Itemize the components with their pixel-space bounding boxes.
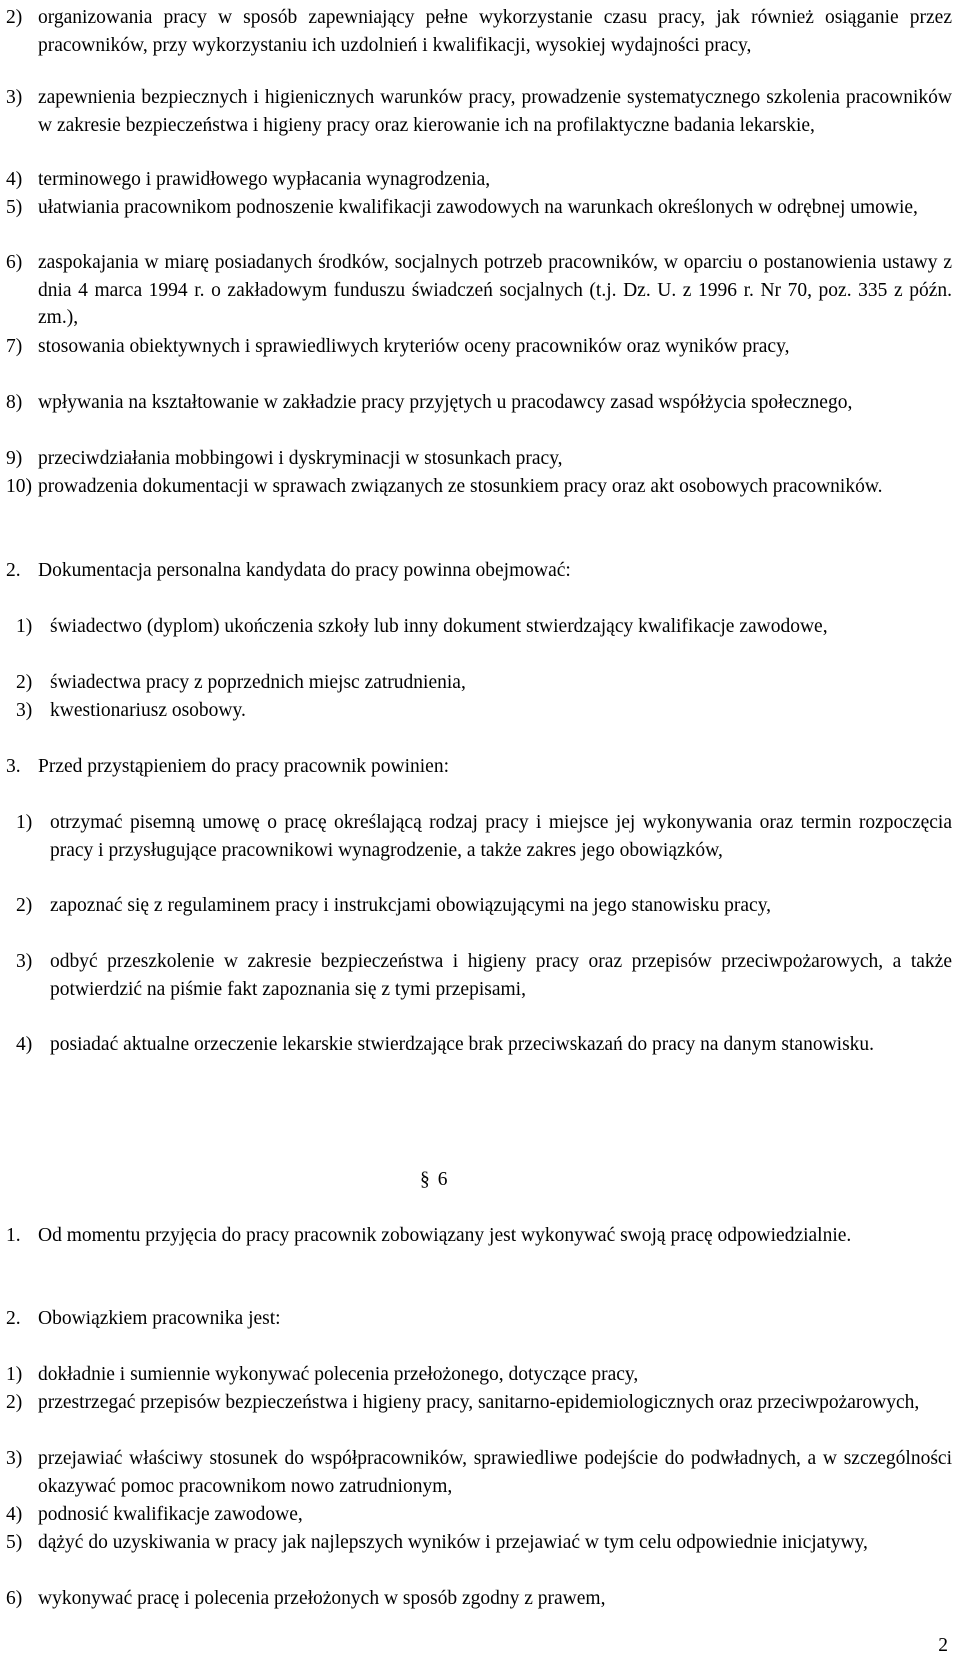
item-number: 9) bbox=[6, 448, 23, 469]
item-number: 6) bbox=[6, 252, 23, 273]
item-text: prowadzenia dokumentacji w sprawach związanych ze stosunkiem pracy oraz akt osobowych pracowników. bbox=[38, 476, 883, 497]
list-item bbox=[6, 194, 952, 222]
item-text: zapewnienia bezpiecznych i higienicznych warunków pracy, prowadzenie systematycznego szkolenia pracowników w zakresie bezpieczeństwa i higieny pracy oraz kierowanie ich na profilaktyczne badania lekarskie, bbox=[38, 87, 952, 136]
item-number: 2) bbox=[16, 672, 33, 693]
paragraph-text: Dokumentacja personalna kandydata do pracy powinna obejmować: bbox=[38, 560, 571, 581]
item-text: otrzymać pisemną umowę o pracę określającą rodzaj pracy i miejsce jej wykonywania oraz termin rozpoczęcia pracy i przysługujące pracownikowi wynagrodzenie, a także zakres jego obowiązków, bbox=[50, 812, 952, 861]
item-number: 2) bbox=[16, 895, 33, 916]
item-text: ułatwiania pracownikom podnoszenie kwalifikacji zawodowych na warunkach określonych w odrębnej umowie, bbox=[38, 197, 918, 218]
list-item bbox=[6, 84, 952, 139]
numbered-paragraph bbox=[6, 753, 952, 781]
item-number: 1) bbox=[16, 812, 33, 833]
item-number: 3) bbox=[16, 700, 33, 721]
item-text: dążyć do uzyskiwania w pracy jak najlepszych wyników i przejawiać w tym celu odpowiednie inicjatywy, bbox=[38, 1532, 868, 1553]
item-text: przejawiać właściwy stosunek do współpracowników, sprawiedliwe podejście do podwładnych, a w szczególności okazywać pomoc pracownikom nowo zatrudnionym, bbox=[38, 1448, 952, 1497]
list-item bbox=[6, 1389, 952, 1417]
list-item bbox=[6, 1501, 952, 1529]
item-text: przestrzegać przepisów bezpieczeństwa i higieny pracy, sanitarno-epidemiologicznych oraz przeciwpożarowych, bbox=[38, 1392, 920, 1413]
item-text: zapoznać się z regulaminem pracy i instrukcjami obowiązującymi na jego stanowisku pracy, bbox=[50, 895, 772, 916]
item-text: posiadać aktualne orzeczenie lekarskie stwierdzające brak przeciwskazań do pracy na danym stanowisku. bbox=[50, 1034, 875, 1055]
list-item bbox=[6, 389, 952, 417]
item-text: organizowania pracy w sposób zapewniający pełne wykorzystanie czasu pracy, jak również osiąganie przez pracowników, przy wykorzystaniu ich uzdolnień i kwalifikacji, wysokiej wydajności pracy, bbox=[38, 7, 952, 56]
item-text: odbyć przeszkolenie w zakresie bezpieczeństwa i higieny pracy oraz przepisów przeciwpożarowych, a także potwierdzić na piśmie fakt zapoznania się z tymi przepisami, bbox=[50, 951, 952, 1000]
list-item bbox=[6, 1529, 952, 1557]
list-item bbox=[16, 669, 952, 697]
item-number: 2) bbox=[6, 7, 23, 28]
section-heading bbox=[420, 1166, 448, 1194]
item-text: podnosić kwalifikacje zawodowe, bbox=[38, 1504, 303, 1525]
item-number: 3) bbox=[6, 1448, 23, 1469]
paragraph-text: Obowiązkiem pracownika jest: bbox=[38, 1308, 281, 1329]
list-item bbox=[6, 333, 952, 361]
item-number: 7) bbox=[6, 336, 23, 357]
item-number: 1) bbox=[16, 616, 33, 637]
paragraph-number: 2. bbox=[6, 1308, 21, 1329]
item-text: przeciwdziałania mobbingowi i dyskryminacji w stosunkach pracy, bbox=[38, 448, 563, 469]
list-item bbox=[6, 1585, 952, 1613]
item-text: wpływania na kształtowanie w zakładzie pracy przyjętych u pracodawcy zasad współżycia społecznego, bbox=[38, 392, 853, 413]
paragraph-number: 2. bbox=[6, 560, 21, 581]
item-number: 5) bbox=[6, 197, 23, 218]
list-item bbox=[16, 892, 952, 920]
item-number: 3) bbox=[6, 87, 23, 108]
item-text: dokładnie i sumiennie wykonywać polecenia przełożonego, dotyczące pracy, bbox=[38, 1364, 639, 1385]
item-number: 2) bbox=[6, 1392, 23, 1413]
list-item bbox=[16, 613, 952, 641]
item-number: 3) bbox=[16, 951, 33, 972]
item-text: świadectwo (dyplom) ukończenia szkoły lub inny dokument stwierdzający kwalifikacje zawodowe, bbox=[50, 616, 828, 637]
item-number: 4) bbox=[16, 1034, 33, 1055]
item-number: 6) bbox=[6, 1588, 23, 1609]
list-item bbox=[6, 1445, 952, 1500]
list-item bbox=[6, 4, 952, 59]
paragraph-number: 3. bbox=[6, 756, 21, 777]
list-item bbox=[6, 473, 952, 501]
list-item bbox=[6, 1361, 952, 1389]
item-number: 10) bbox=[6, 476, 32, 497]
numbered-paragraph bbox=[6, 557, 952, 585]
item-number: 5) bbox=[6, 1532, 23, 1553]
section-symbol: § bbox=[420, 1169, 430, 1190]
item-number: 4) bbox=[6, 169, 23, 190]
item-text: zaspokajania w miarę posiadanych środków, socjalnych potrzeb pracowników, w oparciu o postanowienia ustawy z dnia 4 marca 1994 r. o zakładowym funduszu świadczeń socjalnych (t.j. Dz. U. z 1996 r. Nr 70, poz. 335 z późn. zm.), bbox=[38, 252, 952, 328]
item-text: wykonywać pracę i polecenia przełożonych w sposób zgodny z prawem, bbox=[38, 1588, 606, 1609]
section-number: 6 bbox=[437, 1169, 448, 1190]
list-item bbox=[16, 1031, 952, 1059]
item-text: stosowania obiektywnych i sprawiedliwych kryteriów oceny pracowników oraz wyników pracy, bbox=[38, 336, 790, 357]
item-text: świadectwa pracy z poprzednich miejsc zatrudnienia, bbox=[50, 672, 466, 693]
item-text: terminowego i prawidłowego wypłacania wynagrodzenia, bbox=[38, 169, 491, 190]
list-item bbox=[6, 249, 952, 332]
list-item bbox=[16, 809, 952, 864]
item-number: 1) bbox=[6, 1364, 23, 1385]
paragraph-text: Przed przystąpieniem do pracy pracownik powinien: bbox=[38, 756, 449, 777]
numbered-paragraph bbox=[6, 1222, 952, 1250]
list-item bbox=[16, 948, 952, 1003]
paragraph-number: 1. bbox=[6, 1225, 21, 1246]
item-number: 8) bbox=[6, 392, 23, 413]
paragraph-text: Od momentu przyjęcia do pracy pracownik zobowiązany jest wykonywać swoją pracę odpowiedzialnie. bbox=[38, 1225, 852, 1246]
list-item bbox=[16, 697, 952, 725]
list-item bbox=[6, 445, 952, 473]
page-number: 2 bbox=[938, 1635, 948, 1656]
item-number: 4) bbox=[6, 1504, 23, 1525]
list-item bbox=[6, 166, 952, 194]
item-text: kwestionariusz osobowy. bbox=[50, 700, 246, 721]
numbered-paragraph bbox=[6, 1305, 952, 1333]
